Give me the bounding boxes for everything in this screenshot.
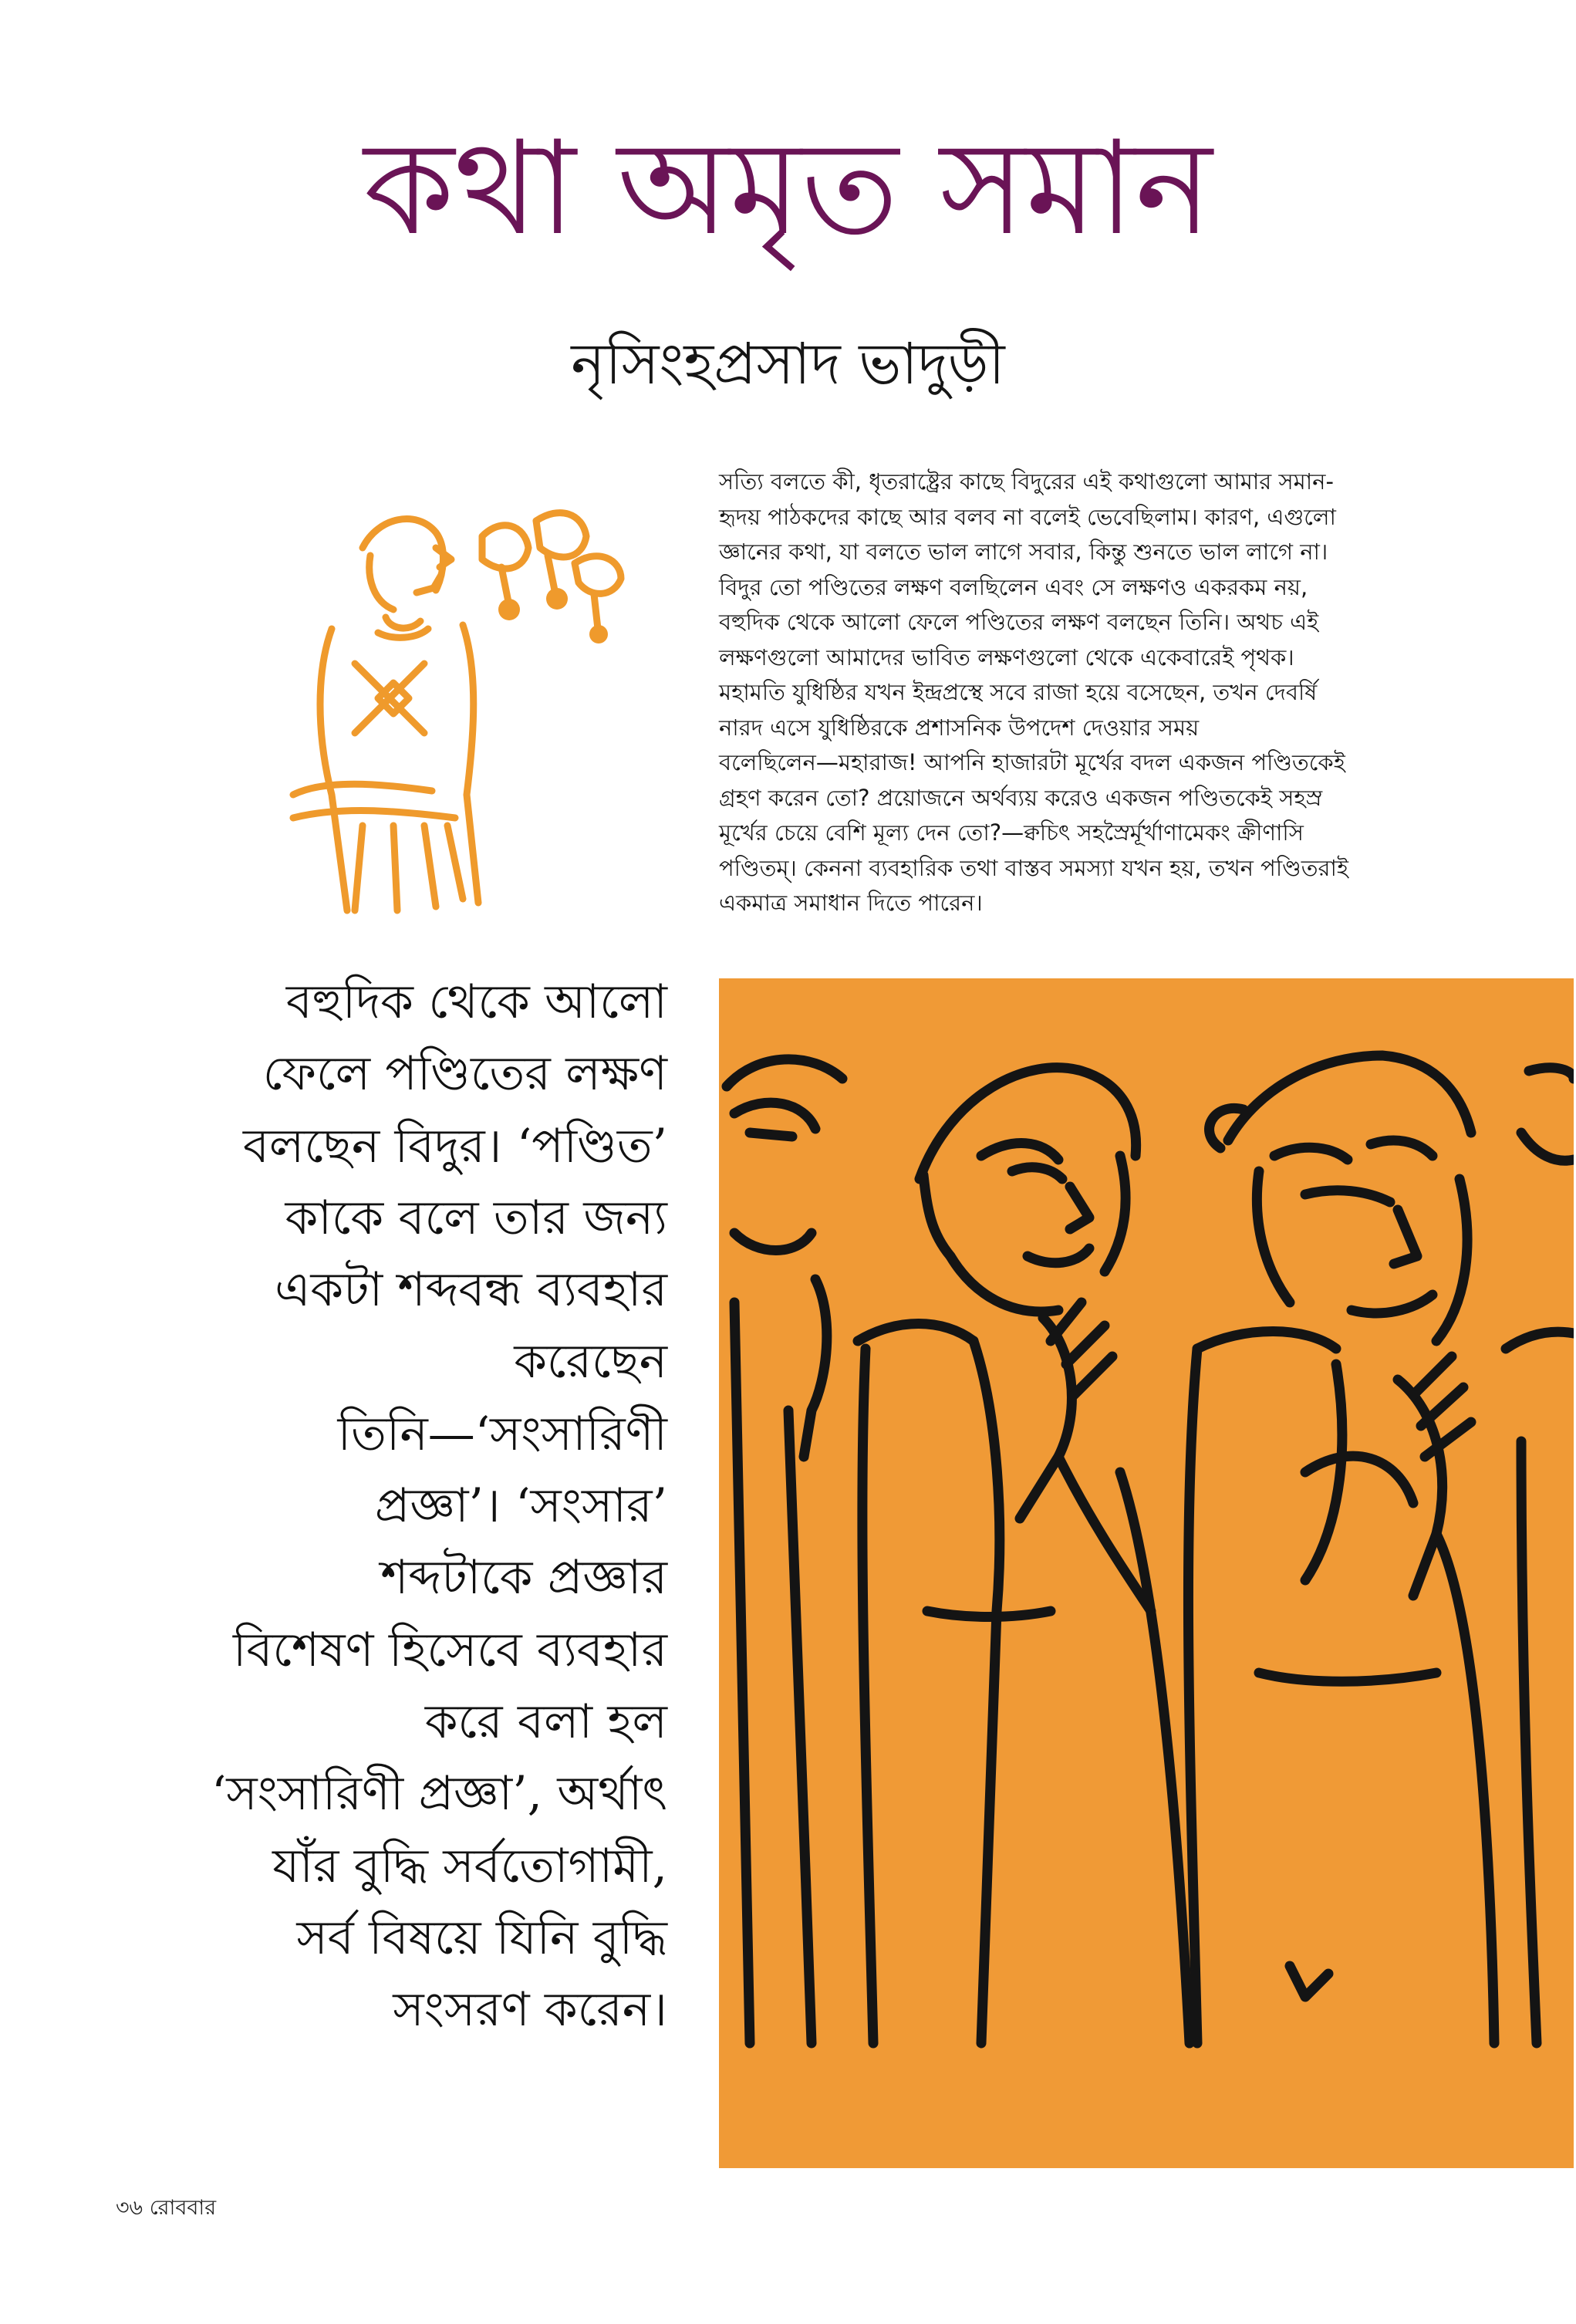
author-byline: নৃসিংহপ্রসাদ ভাদুড়ী xyxy=(571,331,1005,397)
intro-line: পণ্ডিতম্। কেননা ব্যবহারিক তথা বাস্তব সমস্যা যখন হয়, তখন পণ্ডিতরাই xyxy=(719,854,1348,881)
pull-quote-line: করেছেন xyxy=(514,1334,667,1390)
pull-quote-line: ফেলে পণ্ডিতের লক্ষণ xyxy=(262,1046,667,1102)
intro-line: বহুদিক থেকে আলো ফেলে পণ্ডিতের লক্ষণ বলছেন তিনি। অথচ এই xyxy=(719,609,1319,635)
intro-line: বলেছিলেন—মহারাজ! আপনি হাজারটা মূর্খের বদল একজন পণ্ডিতকেই xyxy=(719,749,1345,775)
pull-quote-line: যাঁর বুদ্ধি সর্বতোগামী, xyxy=(272,1838,667,1893)
figures-illustration xyxy=(719,978,1574,2168)
pull-quote-line: সর্ব বিষয়ে যিনি বুদ্ধি xyxy=(296,1910,667,1965)
pull-quote-line: ‘সংসারিণী প্রজ্ঞা’, অর্থাৎ xyxy=(211,1766,667,1822)
pull-quote-line: প্রজ্ঞা’। ‘সংসার’ xyxy=(374,1478,667,1534)
pull-quote-line: বলছেন বিদুর। ‘পণ্ডিত’ xyxy=(242,1118,667,1174)
intro-line: বিদুর তো পণ্ডিতের লক্ষণ বলছিলেন এবং সে লক্ষণও একরকম নয়, xyxy=(719,573,1308,600)
pull-quote-line: কাকে বলে তার জন্য xyxy=(285,1190,667,1245)
intro-line: লক্ষণগুলো আমাদের ভাবিত লক্ষণগুলো থেকে একেবারেই পৃথক। xyxy=(719,643,1294,671)
intro-line: সত্যি বলতে কী, ধৃতরাষ্ট্রের কাছে বিদুরের এই কথাগুলো আমার সমান- xyxy=(719,468,1334,495)
intro-line: একমাত্র সমাধান দিতে পারেন। xyxy=(719,890,983,916)
pull-quote-line: শব্দটাকে প্রজ্ঞার xyxy=(380,1550,667,1606)
pull-quote-line: বহুদিক থেকে আলো xyxy=(285,975,667,1029)
figure-line-illustration xyxy=(270,502,633,918)
intro-line: গ্রহণ করেন তো? প্রয়োজনে অর্থব্যয় করেও একজন পণ্ডিতকেই সহস্র xyxy=(719,784,1323,811)
intro-line: মূর্খের চেয়ে বেশি মূল্য দেন তো?—ক্বচিৎ সহস্রৈর্মূর্খাণামেকং ক্রীণাসি xyxy=(719,819,1304,846)
intro-line: জ্ঞানের কথা, যা বলতে ভাল লাগে সবার, কিন্তু শুনতে ভাল লাগে না। xyxy=(719,539,1328,565)
intro-line: নারদ এসে যুধিষ্ঠিরকে প্রশাসনিক উপদেশ দেওয়ার সময় xyxy=(719,714,1200,741)
article-title: কথা অমৃত সমান xyxy=(363,113,1213,264)
pull-quote-line: বিশেষণ হিসেবে ব্যবহার xyxy=(233,1622,667,1677)
pull-quote xyxy=(116,966,667,2045)
pull-quote-line: সংসরণ করেন। xyxy=(393,1982,667,2038)
intro-line: মহামতি যুধিষ্ঠির যখন ইন্দ্রপ্রস্থে সবে রাজা হয়ে বসেছেন, তখন দেবর্ষি xyxy=(719,679,1318,705)
intro-line: হৃদয় পাঠকদের কাছে আর বলব না বলেই ভেবেছিলাম। কারণ, এগুলো xyxy=(719,503,1336,530)
page-folio: ৩৬ রোববার xyxy=(116,2196,217,2220)
intro-paragraph xyxy=(719,464,1490,921)
pull-quote-line: করে বলা হল xyxy=(424,1694,667,1749)
pull-quote-line: একটা শব্দবন্ধ ব্যবহার xyxy=(275,1262,667,1318)
figures-illustration-drawing xyxy=(719,978,1574,2168)
pull-quote-line: তিনি—‘সংসারিণী xyxy=(337,1406,667,1461)
